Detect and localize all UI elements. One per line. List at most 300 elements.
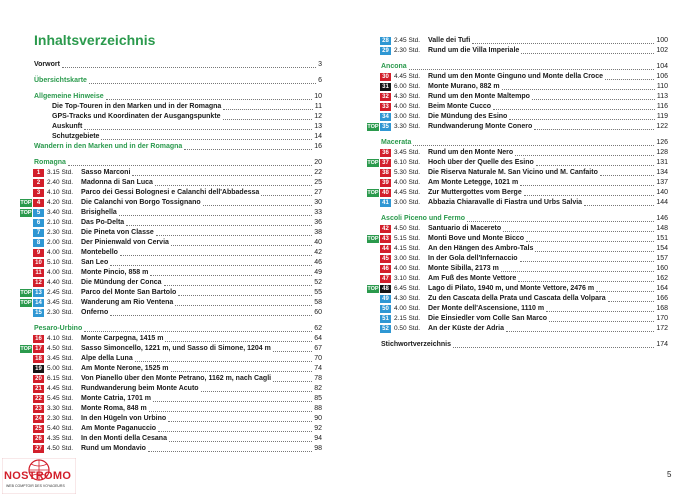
tour-duration: 4.00 Std. bbox=[394, 179, 421, 186]
toc-entry-title: In der Gola dell'Infernaccio bbox=[428, 255, 518, 262]
tour-duration: 3.00 Std. bbox=[394, 113, 421, 120]
toc-page-number: 16 bbox=[314, 143, 322, 150]
toc-entry-title: Rund um Mondavio bbox=[81, 445, 146, 452]
logo-text: NOSTROMO bbox=[4, 470, 72, 482]
toc-entry bbox=[34, 132, 322, 142]
tour-number-badge: 23 bbox=[33, 405, 44, 413]
toc-tour-entry bbox=[367, 234, 668, 244]
tour-duration: 4.00 Std. bbox=[47, 249, 74, 256]
toc-tour-entry bbox=[34, 188, 322, 198]
toc-page-number: 30 bbox=[314, 199, 322, 206]
toc-tour-entry bbox=[381, 46, 668, 56]
toc-entry-title: Rundwanderung beim Monte Acuto bbox=[81, 385, 199, 392]
toc-page-number: 157 bbox=[656, 255, 668, 262]
tour-duration: 4.30 Std. bbox=[394, 93, 421, 100]
toc-entry-title: Brisighella bbox=[81, 209, 117, 216]
toc-tour-entry bbox=[34, 374, 322, 384]
toc-page-number: 13 bbox=[314, 123, 322, 130]
tour-duration: 5.30 Std. bbox=[394, 169, 421, 176]
toc-entry-title: Madonna di San Luca bbox=[81, 179, 153, 186]
toc-page-number: 174 bbox=[656, 341, 668, 348]
toc-entry-title: Rund um den Monte Maltempo bbox=[428, 93, 530, 100]
tour-duration: 5.40 Std. bbox=[47, 425, 74, 432]
toc-entry-title: Wandern in den Marken und in der Romagna bbox=[34, 143, 183, 150]
toc-entry-title: Rund um die Villa Imperiale bbox=[428, 47, 520, 54]
toc-tour-entry bbox=[34, 394, 322, 404]
toc-page-number: 170 bbox=[656, 315, 668, 322]
tour-number-badge: 29 bbox=[380, 47, 391, 55]
toc-page-number: 128 bbox=[656, 149, 668, 156]
toc-page-number: 144 bbox=[656, 199, 668, 206]
toc-entry-title: In den Monti della Cesana bbox=[81, 435, 167, 442]
tour-duration: 3.45 Std. bbox=[47, 355, 74, 362]
top-tour-badge: TOP bbox=[367, 124, 379, 130]
toc-tour-entry bbox=[20, 298, 322, 308]
tour-duration: 3.45 Std. bbox=[47, 299, 74, 306]
toc-page-number: 160 bbox=[656, 265, 668, 272]
tour-number-badge: 26 bbox=[33, 435, 44, 443]
toc-column-left bbox=[20, 54, 322, 454]
leader-dots bbox=[524, 188, 654, 198]
tour-duration: 4.50 Std. bbox=[47, 345, 74, 352]
leader-dots bbox=[501, 264, 654, 274]
tour-number-badge: 15 bbox=[33, 309, 44, 317]
toc-entry-title: Hoch über der Quelle des Esino bbox=[428, 159, 534, 166]
tour-number-badge: 49 bbox=[380, 295, 391, 303]
toc-page-number: 126 bbox=[656, 139, 668, 146]
toc-entry-title: Sasso Simoncello, 1221 m, und Sasso di Simone, 1204 m bbox=[81, 345, 271, 352]
toc-page-number: 40 bbox=[314, 239, 322, 246]
tour-duration: 4.40 Std. bbox=[47, 279, 74, 286]
toc-column-right bbox=[367, 36, 668, 350]
toc-entry bbox=[381, 340, 668, 350]
tour-duration: 4.15 Std. bbox=[394, 245, 421, 252]
toc-page-number: 151 bbox=[656, 235, 668, 242]
toc-page-number: 25 bbox=[314, 179, 322, 186]
tour-number-badge: 28 bbox=[380, 37, 391, 45]
leader-dots bbox=[515, 148, 654, 158]
toc-page-number: 33 bbox=[314, 209, 322, 216]
toc-page-number: 36 bbox=[314, 219, 322, 226]
leader-dots bbox=[600, 168, 654, 178]
toc-tour-entry bbox=[34, 364, 322, 374]
toc-entry-title: Rund um den Monte Ginguno und Monte della Croce bbox=[428, 73, 603, 80]
tour-number-badge: 18 bbox=[33, 355, 44, 363]
tour-duration: 4.50 Std. bbox=[394, 225, 421, 232]
toc-entry-title: An den Hängen des Ambro-Tals bbox=[428, 245, 534, 252]
toc-page-number: 137 bbox=[656, 179, 668, 186]
toc-section-entry bbox=[34, 142, 322, 152]
leader-dots bbox=[502, 82, 655, 92]
toc-page-number: 10 bbox=[314, 93, 322, 100]
toc-page-number: 92 bbox=[314, 425, 322, 432]
leader-dots bbox=[89, 76, 316, 86]
leader-dots bbox=[149, 404, 312, 414]
toc-entry-title: Schutzgebiete bbox=[52, 133, 100, 140]
toc-page-number: 52 bbox=[314, 279, 322, 286]
toc-tour-entry bbox=[367, 188, 668, 198]
leader-dots bbox=[101, 132, 312, 142]
toc-entry-title: Rund um den Monte Nero bbox=[428, 149, 514, 156]
toc-entry-title: Macerata bbox=[381, 139, 412, 146]
toc-tour-entry bbox=[34, 238, 322, 248]
tour-number-badge: 8 bbox=[33, 239, 44, 247]
toc-page-number: 22 bbox=[314, 169, 322, 176]
leader-dots bbox=[503, 224, 654, 234]
leader-dots bbox=[534, 122, 654, 132]
toc-section-entry bbox=[34, 76, 322, 86]
tour-duration: 6.45 Std. bbox=[394, 285, 421, 292]
leader-dots bbox=[472, 36, 654, 46]
tour-number-badge: 37 bbox=[380, 159, 391, 167]
tour-duration: 4.10 Std. bbox=[47, 189, 74, 196]
leader-dots bbox=[532, 92, 655, 102]
leader-dots bbox=[520, 178, 654, 188]
leader-dots bbox=[110, 258, 312, 268]
toc-entry-title: An der Küste der Adria bbox=[428, 325, 504, 332]
toc-tour-entry bbox=[34, 434, 322, 444]
toc-page-number: 62 bbox=[314, 325, 322, 332]
leader-dots bbox=[467, 214, 654, 224]
tour-number-badge: 11 bbox=[33, 269, 44, 277]
toc-page-number: 42 bbox=[314, 249, 322, 256]
tour-number-badge: 21 bbox=[33, 385, 44, 393]
top-tour-badge: TOP bbox=[367, 236, 379, 242]
tour-duration: 4.20 Std. bbox=[47, 199, 74, 206]
toc-entry-title: Die Mündung des Esino bbox=[428, 113, 508, 120]
toc-tour-entry bbox=[381, 82, 668, 92]
leader-dots bbox=[201, 384, 312, 394]
toc-entry-title: Onferno bbox=[81, 309, 109, 316]
tour-number-badge: 48 bbox=[380, 285, 391, 293]
toc-entry-title: Abbazia Chiaravalle di Fiastra und Urbs Salvia bbox=[428, 199, 583, 206]
tour-duration: 2.15 Std. bbox=[394, 315, 421, 322]
logo-subtext: WEB COMPTOIR DES VOYAGEURS bbox=[6, 484, 65, 488]
leader-dots bbox=[223, 112, 312, 122]
tour-number-badge: 6 bbox=[33, 219, 44, 227]
tour-number-badge: 5 bbox=[33, 209, 44, 217]
toc-page-number: 122 bbox=[656, 123, 668, 130]
toc-entry-title: Zur Muttergottes vom Berge bbox=[428, 189, 522, 196]
toc-entry-title: Vorwort bbox=[34, 61, 60, 68]
toc-entry-title: Monte Catria, 1701 m bbox=[81, 395, 152, 402]
tour-duration: 4.35 Std. bbox=[47, 435, 74, 442]
toc-tour-entry bbox=[34, 228, 322, 238]
toc-tour-entry bbox=[381, 148, 668, 158]
toc-tour-entry bbox=[34, 384, 322, 394]
leader-dots bbox=[453, 340, 654, 350]
leader-dots bbox=[171, 364, 312, 374]
tour-duration: 2.45 Std. bbox=[394, 37, 421, 44]
toc-tour-entry bbox=[367, 122, 668, 132]
toc-entry-title: Ascoli Piceno und Fermo bbox=[381, 215, 466, 222]
toc-entry-title: Rundwanderung Monte Conero bbox=[428, 123, 533, 130]
toc-section-entry bbox=[381, 62, 668, 72]
leader-dots bbox=[168, 414, 312, 424]
toc-page-number: 172 bbox=[656, 325, 668, 332]
toc-page-number: 74 bbox=[314, 365, 322, 372]
toc-entry-title: Monte Carpegna, 1415 m bbox=[81, 335, 164, 342]
toc-entry-title: Parco dei Gessi Bolognesi e Calanchi dell'Abbadessa bbox=[81, 189, 260, 196]
toc-tour-entry bbox=[381, 112, 668, 122]
tour-number-badge: 20 bbox=[33, 375, 44, 383]
tour-number-badge: 45 bbox=[380, 255, 391, 263]
toc-page-number: 98 bbox=[314, 445, 322, 452]
toc-entry-title: Die Pineta von Classe bbox=[81, 229, 154, 236]
tour-number-badge: 13 bbox=[33, 289, 44, 297]
leader-dots bbox=[184, 142, 312, 152]
toc-tour-entry bbox=[381, 198, 668, 208]
toc-tour-entry bbox=[381, 72, 668, 82]
toc-page-number: 3 bbox=[318, 61, 322, 68]
toc-tour-entry bbox=[381, 178, 668, 188]
toc-tour-entry bbox=[381, 168, 668, 178]
tour-duration: 0.50 Std. bbox=[394, 325, 421, 332]
toc-entry bbox=[34, 122, 322, 132]
toc-entry-title: Ancona bbox=[381, 63, 407, 70]
leader-dots bbox=[605, 72, 654, 82]
tour-number-badge: 30 bbox=[380, 73, 391, 81]
toc-tour-entry bbox=[381, 36, 668, 46]
tour-number-badge: 16 bbox=[33, 335, 44, 343]
tour-number-badge: 43 bbox=[380, 235, 391, 243]
tour-duration: 5.00 Std. bbox=[47, 365, 74, 372]
toc-page-number: 134 bbox=[656, 169, 668, 176]
leader-dots bbox=[526, 234, 654, 244]
toc-page-number: 11 bbox=[314, 103, 322, 110]
leader-dots bbox=[150, 268, 312, 278]
leader-dots bbox=[493, 102, 655, 112]
leader-dots bbox=[135, 354, 312, 364]
page-title: Inhaltsverzeichnis bbox=[34, 32, 156, 48]
tour-duration: 2.30 Std. bbox=[47, 309, 74, 316]
toc-entry-title: Das Po-Delta bbox=[81, 219, 125, 226]
tour-number-badge: 4 bbox=[33, 199, 44, 207]
tour-duration: 3.00 Std. bbox=[394, 255, 421, 262]
toc-page-number: 49 bbox=[314, 269, 322, 276]
toc-tour-entry bbox=[34, 218, 322, 228]
toc-entry-title: Monte Roma, 848 m bbox=[81, 405, 147, 412]
top-tour-badge: TOP bbox=[367, 190, 379, 196]
leader-dots bbox=[409, 62, 654, 72]
tour-duration: 2.00 Std. bbox=[47, 239, 74, 246]
toc-page-number: 27 bbox=[314, 189, 322, 196]
toc-page-number: 131 bbox=[656, 159, 668, 166]
tour-duration: 4.45 Std. bbox=[394, 189, 421, 196]
toc-tour-entry bbox=[381, 324, 668, 334]
toc-tour-entry bbox=[381, 102, 668, 112]
tour-number-badge: 50 bbox=[380, 305, 391, 313]
toc-entry-title: Am Monte Nerone, 1525 m bbox=[81, 365, 169, 372]
tour-duration: 4.10 Std. bbox=[47, 335, 74, 342]
toc-tour-entry bbox=[381, 264, 668, 274]
toc-entry-title: Beim Monte Cucco bbox=[428, 103, 492, 110]
leader-dots bbox=[164, 278, 312, 288]
toc-entry-title: Montebello bbox=[81, 249, 118, 256]
tour-duration: 6.15 Std. bbox=[47, 375, 74, 382]
leader-dots bbox=[203, 198, 312, 208]
toc-tour-entry bbox=[381, 92, 668, 102]
toc-page-number: 20 bbox=[314, 159, 322, 166]
tour-number-badge: 3 bbox=[33, 189, 44, 197]
toc-tour-entry bbox=[34, 178, 322, 188]
toc-entry-title: Monte Sibilla, 2173 m bbox=[428, 265, 499, 272]
toc-entry-title: Sasso Marconi bbox=[81, 169, 131, 176]
top-tour-badge: TOP bbox=[20, 300, 32, 306]
toc-entry-title: Von Pianello über den Monte Petrano, 1162 m, nach Cagli bbox=[81, 375, 272, 382]
toc-page-number: 82 bbox=[314, 385, 322, 392]
toc-entry-title: Monte Murano, 882 m bbox=[428, 83, 500, 90]
leader-dots bbox=[273, 344, 312, 354]
tour-duration: 5.45 Std. bbox=[47, 395, 74, 402]
tour-number-badge: 52 bbox=[380, 325, 391, 333]
top-tour-badge: TOP bbox=[20, 200, 32, 206]
leader-dots bbox=[153, 394, 312, 404]
toc-entry-title: Die Mündung der Conca bbox=[81, 279, 162, 286]
tour-number-badge: 25 bbox=[33, 425, 44, 433]
toc-page-number: 154 bbox=[656, 245, 668, 252]
toc-page-number: 90 bbox=[314, 415, 322, 422]
tour-number-badge: 12 bbox=[33, 279, 44, 287]
leader-dots bbox=[223, 102, 313, 112]
toc-page-number: 168 bbox=[656, 305, 668, 312]
toc-page-number: 119 bbox=[656, 113, 668, 120]
tour-number-badge: 51 bbox=[380, 315, 391, 323]
toc-tour-entry bbox=[34, 248, 322, 258]
toc-entry-title: Am Monte Paganuccio bbox=[81, 425, 157, 432]
leader-dots bbox=[413, 138, 654, 148]
toc-page-number: 88 bbox=[314, 405, 322, 412]
toc-section-entry bbox=[381, 214, 668, 224]
toc-page-number: 55 bbox=[314, 289, 322, 296]
tour-number-badge: 47 bbox=[380, 275, 391, 283]
leader-dots bbox=[261, 188, 312, 198]
tour-duration: 3.40 Std. bbox=[47, 209, 74, 216]
leader-dots bbox=[509, 112, 655, 122]
toc-tour-entry bbox=[34, 444, 322, 454]
toc-tour-entry bbox=[34, 308, 322, 318]
toc-page-number: 94 bbox=[314, 435, 322, 442]
toc-entry-title: Lago di Pilato, 1940 m, und Monte Vettore, 2476 m bbox=[428, 285, 595, 292]
tour-duration: 2.40 Std. bbox=[47, 179, 74, 186]
tour-number-badge: 35 bbox=[380, 123, 391, 131]
tour-duration: 3.10 Std. bbox=[394, 275, 421, 282]
toc-tour-entry bbox=[34, 354, 322, 364]
tour-number-badge: 17 bbox=[33, 345, 44, 353]
tour-duration: 3.45 Std. bbox=[394, 149, 421, 156]
tour-number-badge: 34 bbox=[380, 113, 391, 121]
toc-entry-title: San Leo bbox=[81, 259, 109, 266]
leader-dots bbox=[165, 334, 312, 344]
toc-page-number: 46 bbox=[314, 259, 322, 266]
toc-entry bbox=[34, 112, 322, 122]
leader-dots bbox=[110, 308, 312, 318]
toc-page-number: 85 bbox=[314, 395, 322, 402]
toc-entry-title: Monti Bove und Monte Bicco bbox=[428, 235, 525, 242]
toc-entry-title: Romagna bbox=[34, 159, 66, 166]
toc-entry-title: Stichwortverzeichnis bbox=[381, 341, 452, 348]
tour-number-badge: 22 bbox=[33, 395, 44, 403]
toc-page-number: 140 bbox=[656, 189, 668, 196]
leader-dots bbox=[148, 444, 312, 454]
tour-number-badge: 9 bbox=[33, 249, 44, 257]
leader-dots bbox=[132, 168, 312, 178]
toc-section-entry bbox=[34, 92, 322, 102]
toc-page-number: 64 bbox=[314, 335, 322, 342]
toc-page-number: 116 bbox=[656, 103, 668, 110]
toc-entry-title: Valle dei Tufi bbox=[428, 37, 471, 44]
toc-page-number: 110 bbox=[656, 83, 668, 90]
toc-entry-title: Übersichtskarte bbox=[34, 77, 87, 84]
leader-dots bbox=[84, 324, 312, 334]
toc-page-number: 70 bbox=[314, 355, 322, 362]
toc-entry-title: Zu den Cascata della Prata und Cascata della Volpara bbox=[428, 295, 606, 302]
leader-dots bbox=[84, 122, 312, 132]
leader-dots bbox=[178, 288, 312, 298]
top-tour-badge: TOP bbox=[20, 210, 32, 216]
toc-entry-title: Die Einsiedler vom Colle San Marco bbox=[428, 315, 548, 322]
toc-entry-title: In den Hügeln von Urbino bbox=[81, 415, 167, 422]
toc-page-number: 146 bbox=[656, 215, 668, 222]
toc-tour-entry bbox=[381, 224, 668, 234]
leader-dots bbox=[535, 244, 654, 254]
tour-duration: 4.00 Std. bbox=[394, 305, 421, 312]
tour-duration: 2.10 Std. bbox=[47, 219, 74, 226]
toc-tour-entry bbox=[381, 304, 668, 314]
tour-duration: 5.10 Std. bbox=[47, 259, 74, 266]
tour-number-badge: 31 bbox=[380, 83, 391, 91]
toc-entry bbox=[34, 102, 322, 112]
toc-page-number: 162 bbox=[656, 275, 668, 282]
toc-tour-entry bbox=[381, 244, 668, 254]
tour-number-badge: 41 bbox=[380, 199, 391, 207]
toc-tour-entry bbox=[34, 268, 322, 278]
toc-tour-entry bbox=[381, 294, 668, 304]
tour-number-badge: 39 bbox=[380, 179, 391, 187]
toc-page-number: 104 bbox=[656, 63, 668, 70]
top-tour-badge: TOP bbox=[20, 290, 32, 296]
tour-number-badge: 1 bbox=[33, 169, 44, 177]
tour-duration: 2.30 Std. bbox=[47, 415, 74, 422]
leader-dots bbox=[521, 46, 654, 56]
tour-duration: 3.00 Std. bbox=[394, 199, 421, 206]
toc-entry-title: Die Riserva Naturale M. San Vicino und M. Canfaito bbox=[428, 169, 598, 176]
leader-dots bbox=[536, 158, 654, 168]
toc-page-number: 106 bbox=[656, 73, 668, 80]
toc-entry-title: Pesaro-Urbino bbox=[34, 325, 83, 332]
toc-tour-entry bbox=[34, 278, 322, 288]
leader-dots bbox=[169, 434, 312, 444]
leader-dots bbox=[120, 248, 312, 258]
toc-section-entry bbox=[34, 324, 322, 334]
toc-page-number: 6 bbox=[318, 77, 322, 84]
toc-page-number: 67 bbox=[314, 345, 322, 352]
toc-page-number: 102 bbox=[656, 47, 668, 54]
toc-page-number: 164 bbox=[656, 285, 668, 292]
tour-number-badge: 40 bbox=[380, 189, 391, 197]
leader-dots bbox=[62, 60, 316, 70]
tour-number-badge: 2 bbox=[33, 179, 44, 187]
toc-entry-title: Santuario di Macereto bbox=[428, 225, 502, 232]
toc-entry-title: GPS-Tracks und Koordinaten der Ausgangspunkte bbox=[52, 113, 221, 120]
leader-dots bbox=[608, 294, 654, 304]
toc-page-number: 78 bbox=[314, 375, 322, 382]
toc-entry-title: Alpe della Luna bbox=[81, 355, 133, 362]
tour-duration: 2.30 Std. bbox=[394, 47, 421, 54]
toc-entry-title: Der Monte dell'Ascensione, 1110 m bbox=[428, 305, 545, 312]
toc-tour-entry bbox=[20, 208, 322, 218]
toc-tour-entry bbox=[367, 158, 668, 168]
